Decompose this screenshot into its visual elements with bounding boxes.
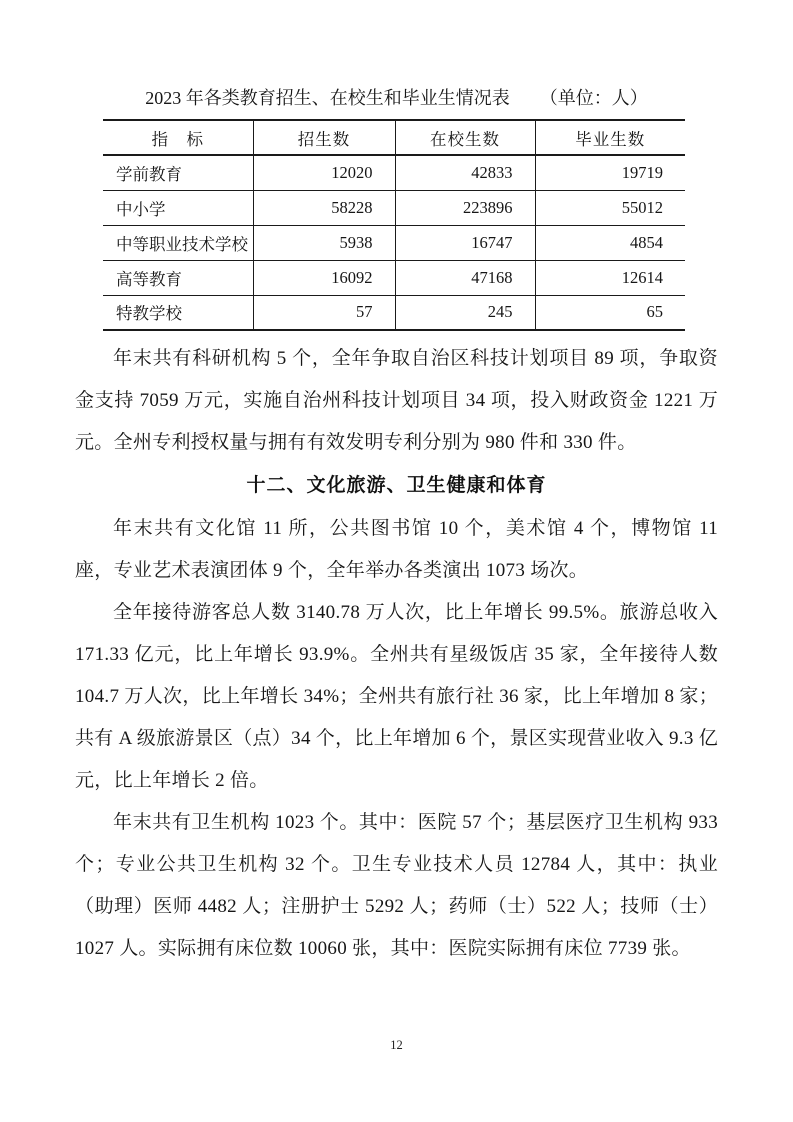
paragraph-tourism: 全年接待游客总人数 3140.78 万人次，比上年增长 99.5%。旅游总收入 171.33 亿元，比上年增长 93.9%。全州共有星级饭店 35 家，全年接待人数 104.7 万人次，比上年增长 34%；全州共有旅行社 36 家，比上年增加 8 家；共有 A 级旅游景区（点）34 个，比上年增加 6 个，景区实现营业收入 9.3 亿元，比上年增长 2 倍。 — [75, 602, 718, 791]
cell-indicator: 中小学 — [103, 190, 253, 225]
header-enrollment: 招生数 — [253, 120, 395, 155]
paragraph-science-research: 年末共有科研机构 5 个，全年争取自治区科技计划项目 89 项，争取资金支持 7059 万元，实施自治州科技计划项目 34 项，投入财政资金 1221 万元。全州专利授权量与拥有有效发明专利分别为 980 件和 330 件。 — [75, 348, 718, 453]
cell-graduates: 12614 — [535, 260, 685, 295]
cell-graduates: 4854 — [535, 225, 685, 260]
table-title-text: 2023 年各类教育招生、在校生和毕业生情况表 — [145, 88, 510, 108]
table-title — [75, 84, 718, 110]
table-row-vocational — [103, 225, 685, 260]
section-heading: 十二、文化旅游、卫生健康和体育 — [246, 475, 547, 496]
table-row-preschool — [103, 155, 685, 190]
cell-enrollment: 57 — [253, 295, 395, 330]
cell-enrollment: 5938 — [253, 225, 395, 260]
cell-indicator: 中等职业技术学校 — [103, 225, 253, 260]
header-current-students: 在校生数 — [395, 120, 535, 155]
table-row-special-education — [103, 295, 685, 330]
cell-students: 47168 — [395, 260, 535, 295]
cell-students: 42833 — [395, 155, 535, 190]
header-graduates: 毕业生数 — [535, 120, 685, 155]
cell-students: 223896 — [395, 190, 535, 225]
cell-indicator: 特教学校 — [103, 295, 253, 330]
document-body — [75, 338, 718, 970]
cell-enrollment: 12020 — [253, 155, 395, 190]
cell-enrollment: 16092 — [253, 260, 395, 295]
paragraph-health: 年末共有卫生机构 1023 个。其中：医院 57 个；基层医疗卫生机构 933 个；专业公共卫生机构 32 个。卫生专业技术人员 12784 人，其中：执业（助理）医师 4482 人；注册护士 5292 人；药师（士）522 人；技师（士）1027 人。实际拥有床位数 10060 张，其中：医院实际拥有床位 7739 张。 — [75, 812, 718, 959]
cell-graduates: 19719 — [535, 155, 685, 190]
cell-indicator: 高等教育 — [103, 260, 253, 295]
table-unit-label: （单位：人） — [539, 88, 648, 108]
header-indicator: 指 标 — [103, 120, 253, 155]
cell-graduates: 55012 — [535, 190, 685, 225]
paragraph-culture: 年末共有文化馆 11 所，公共图书馆 10 个，美术馆 4 个，博物馆 11 座，专业艺术表演团体 9 个，全年举办各类演出 1073 场次。 — [75, 518, 718, 581]
cell-enrollment: 58228 — [253, 190, 395, 225]
page-number: 12 — [390, 1038, 403, 1052]
cell-students: 16747 — [395, 225, 535, 260]
education-statistics-table — [103, 119, 685, 331]
table-row-primary-secondary — [103, 190, 685, 225]
table-row-higher-education — [103, 260, 685, 295]
cell-students: 245 — [395, 295, 535, 330]
cell-graduates: 65 — [535, 295, 685, 330]
table-header-row — [103, 120, 685, 155]
cell-indicator: 学前教育 — [116, 164, 182, 184]
